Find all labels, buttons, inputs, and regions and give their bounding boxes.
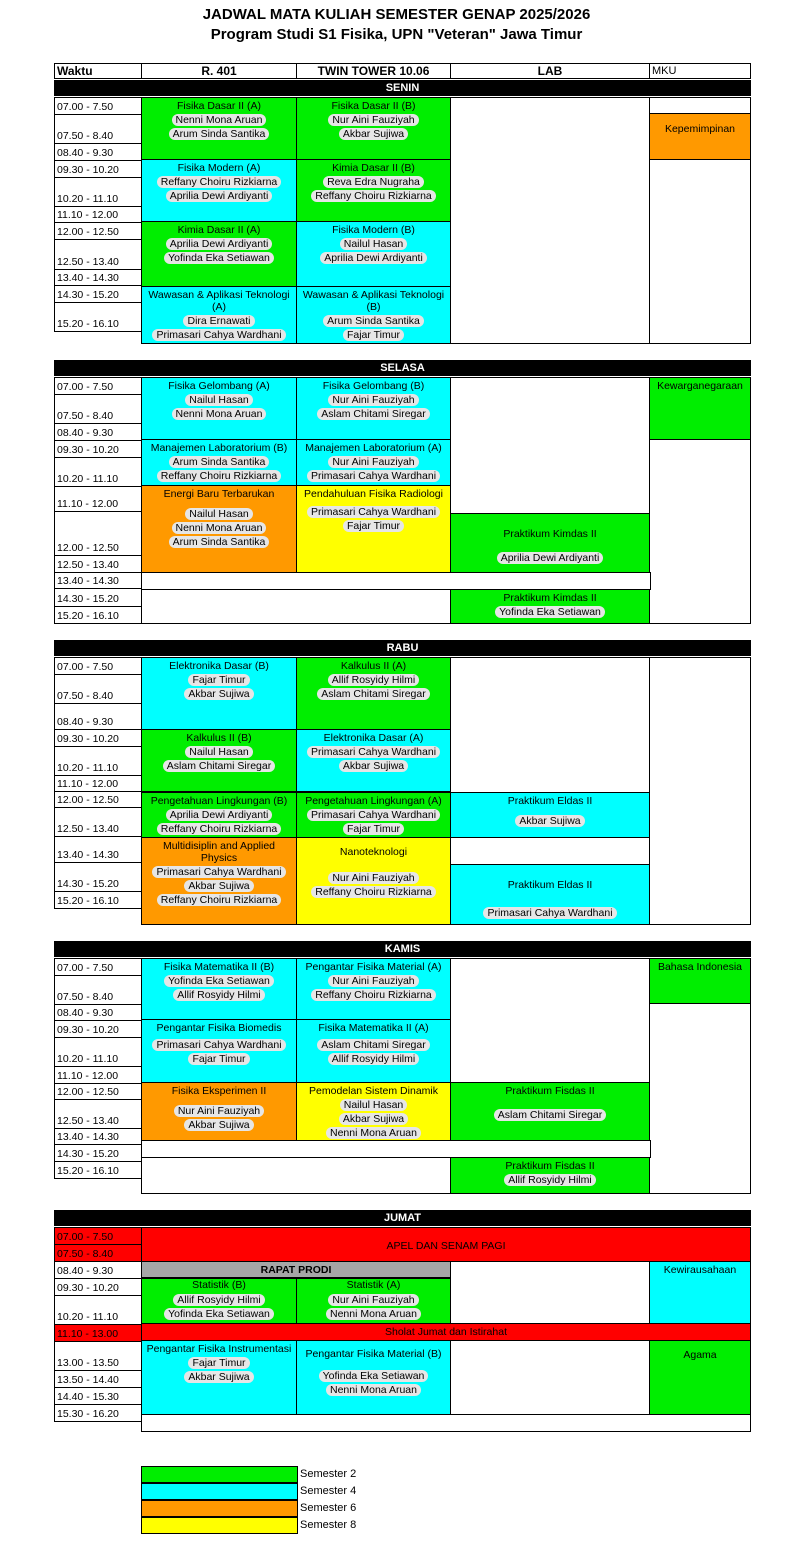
lecturer-name: Aprilia Dewi Ardiyanti xyxy=(320,252,427,264)
course-title: Pengetahuan Lingkungan (A) xyxy=(305,795,442,807)
course-title: Fisika Gelombang (A) xyxy=(168,380,270,392)
legend-swatch-semester-6 xyxy=(141,1500,298,1517)
page-subtitle: Program Studi S1 Fisika, UPN "Veteran" Jawa Timur xyxy=(210,26,583,43)
empty-row xyxy=(141,1414,751,1432)
time-slot: 07.50 - 8.40 xyxy=(54,1244,142,1262)
time-slot: 13.00 - 13.50 xyxy=(54,1341,142,1371)
time-slot: 15.20 - 16.10 xyxy=(54,1161,142,1179)
course-block xyxy=(141,837,297,925)
lecturer-name: Allif Rosyidy Hilmi xyxy=(328,1053,419,1065)
lecturer-name: Fajar Timur xyxy=(188,674,249,686)
time-slot: 10.20 - 11.10 xyxy=(54,746,142,776)
time-slot: 10.20 - 11.10 xyxy=(54,457,142,487)
lecturer-name: Fajar Timur xyxy=(343,329,404,341)
time-slot: 07.00 - 7.50 xyxy=(54,1227,142,1245)
course-title: Praktikum Eldas II xyxy=(507,879,593,891)
time-slot: 12.00 - 12.50 xyxy=(54,1083,142,1100)
time-slot: 08.40 - 9.30 xyxy=(54,1261,142,1279)
time-slot: 09.30 - 10.20 xyxy=(54,1020,142,1038)
course-block xyxy=(141,958,297,1020)
lecturer-name: Nur Aini Fauziyah xyxy=(328,872,418,884)
sholat-jumat xyxy=(141,1323,751,1341)
course-block xyxy=(649,1261,751,1324)
course-block xyxy=(296,657,451,730)
course-block xyxy=(296,159,451,222)
course-title: Kewarganegaraan xyxy=(657,380,743,392)
course-title: Energi Baru Terbarukan xyxy=(163,488,275,500)
course-title: Manajemen Laboratorium (A) xyxy=(305,442,442,454)
lecturer-name: Akbar Sujiwa xyxy=(339,128,408,140)
course-title: Elektronika Dasar (A) xyxy=(323,732,424,744)
lecturer-name: Arum Sinda Santika xyxy=(169,536,270,548)
lecturer-name: Allif Rosyidy Hilmi xyxy=(328,674,419,686)
empty-row xyxy=(141,572,651,590)
lecturer-name: Nenni Mona Aruan xyxy=(326,1308,421,1320)
lecturer-name: Fajar Timur xyxy=(343,823,404,835)
lecturer-name: Akbar Sujiwa xyxy=(184,1371,253,1383)
sholat-jumat-label: Sholat Jumat dan Istirahat xyxy=(385,1326,507,1338)
time-slot: 14.30 - 15.20 xyxy=(54,285,142,303)
lecturer-name: Akbar Sujiwa xyxy=(515,815,584,827)
time-slot: 07.50 - 8.40 xyxy=(54,394,142,424)
lecturer-name: Arum Sinda Santika xyxy=(169,456,270,468)
course-title: Fisika Gelombang (B) xyxy=(322,380,425,392)
day-header-senin: SENIN xyxy=(54,80,751,96)
course-block xyxy=(649,1340,751,1415)
lecturer-name: Aslam Chitami Siregar xyxy=(317,688,429,700)
lab-empty xyxy=(450,657,650,793)
lecturer-name: Nailul Hasan xyxy=(185,394,253,406)
time-slot: 08.40 - 9.30 xyxy=(54,143,142,161)
lecturer-name: Reffany Choiru Rizkiarna xyxy=(311,886,436,898)
lecturer-name: Aslam Chitami Siregar xyxy=(317,1039,429,1051)
time-slot: 14.40 - 15.30 xyxy=(54,1387,142,1405)
course-block xyxy=(649,377,751,440)
day-header-rabu: RABU xyxy=(54,640,751,656)
lecturer-name: Akbar Sujiwa xyxy=(184,880,253,892)
course-title: Manajemen Laboratorium (B) xyxy=(150,442,288,454)
mku-empty xyxy=(649,439,751,624)
course-title: Pengantar Fisika Material (A) xyxy=(305,961,442,973)
course-block xyxy=(450,1157,650,1194)
course-block xyxy=(141,286,297,344)
time-slot: 10.20 - 11.10 xyxy=(54,1037,142,1067)
time-slot: 12.50 - 13.40 xyxy=(54,807,142,837)
lecturer-name: Yofinda Eka Setiawan xyxy=(164,975,274,987)
course-title: Pengetahuan Lingkungan (B) xyxy=(150,795,288,807)
time-slot: 07.00 - 7.50 xyxy=(54,657,142,675)
course-block xyxy=(296,1340,451,1415)
time-slot: 15.20 - 16.10 xyxy=(54,891,142,909)
course-block xyxy=(141,221,297,287)
empty-row xyxy=(141,589,451,624)
time-slot: 15.30 - 16.20 xyxy=(54,1404,142,1422)
course-block xyxy=(450,1082,650,1141)
mku-empty xyxy=(649,1003,751,1194)
page-title: JADWAL MATA KULIAH SEMESTER GENAP 2025/2026 xyxy=(202,6,591,23)
time-slot: 07.50 - 8.40 xyxy=(54,975,142,1005)
course-block xyxy=(141,729,297,792)
lecturer-name: Primasari Cahya Wardhani xyxy=(152,329,285,341)
lecturer-name: Reffany Choiru Rizkiarna xyxy=(157,470,282,482)
course-block xyxy=(296,439,451,486)
course-block xyxy=(296,792,451,838)
course-title: Fisika Modern (A) xyxy=(177,162,261,174)
lecturer-name: Nur Aini Fauziyah xyxy=(328,114,418,126)
lecturer-name: Primasari Cahya Wardhani xyxy=(307,746,440,758)
lecturer-name: Aslam Chitami Siregar xyxy=(317,408,429,420)
time-slot: 08.40 - 9.30 xyxy=(54,1004,142,1021)
legend-label-semester-6: Semester 6 xyxy=(300,1502,357,1514)
course-title: Pengantar Fisika Instrumentasi xyxy=(146,1343,292,1355)
lecturer-name: Reffany Choiru Rizkiarna xyxy=(157,894,282,906)
time-slot: 14.30 - 15.20 xyxy=(54,862,142,892)
lecturer-name: Primasari Cahya Wardhani xyxy=(483,907,616,919)
course-title: Pendahuluan Fisika Radiologi xyxy=(304,488,443,500)
lab-empty xyxy=(450,1340,650,1415)
course-title: Nanoteknologi xyxy=(339,846,408,858)
course-title: Fisika Dasar II (A) xyxy=(176,100,261,112)
time-slot: 13.40 - 14.30 xyxy=(54,836,142,863)
time-slot: 13.40 - 14.30 xyxy=(54,572,142,589)
course-title: Wawasan & Aplikasi Teknologi (A) xyxy=(148,289,290,313)
time-slot: 15.20 - 16.10 xyxy=(54,302,142,332)
lecturer-name: Reva Edra Nugraha xyxy=(323,176,424,188)
lecturer-name: Allif Rosyidy Hilmi xyxy=(504,1174,595,1186)
legend-swatch-semester-8 xyxy=(141,1517,298,1534)
time-slot: 07.50 - 8.40 xyxy=(54,114,142,144)
mku-empty xyxy=(649,657,751,925)
course-block xyxy=(450,864,650,925)
lecturer-name: Allif Rosyidy Hilmi xyxy=(173,989,264,1001)
time-slot: 13.40 - 14.30 xyxy=(54,269,142,286)
legend-swatch-semester-4 xyxy=(141,1483,298,1500)
course-title: Fisika Modern (B) xyxy=(332,224,415,236)
course-title: Kimia Dasar II (A) xyxy=(177,224,261,236)
time-slot: 12.50 - 13.40 xyxy=(54,239,142,270)
lecturer-name: Aprilia Dewi Ardiyanti xyxy=(166,809,273,821)
time-slot: 12.00 - 12.50 xyxy=(54,222,142,240)
apel-senam-pagi xyxy=(141,1227,751,1262)
course-block xyxy=(649,958,751,1004)
lecturer-name: Nenni Mona Aruan xyxy=(172,114,267,126)
lecturer-name: Allif Rosyidy Hilmi xyxy=(173,1294,264,1306)
legend-swatch-semester-2 xyxy=(141,1466,298,1483)
legend-label-semester-2: Semester 2 xyxy=(300,1468,357,1480)
lecturer-name: Nur Aini Fauziyah xyxy=(174,1105,264,1117)
empty-row xyxy=(141,1157,451,1194)
lecturer-name: Reffany Choiru Rizkiarna xyxy=(311,190,436,202)
lecturer-name: Nailul Hasan xyxy=(185,508,253,520)
course-title: Kalkulus II (B) xyxy=(186,732,252,744)
time-slot: 14.30 - 15.20 xyxy=(54,1144,142,1162)
course-block xyxy=(141,1278,297,1324)
course-title: Statistik (A) xyxy=(346,1279,401,1291)
lecturer-name: Nailul Hasan xyxy=(340,238,408,250)
header-lab: LAB xyxy=(450,63,650,79)
course-block xyxy=(141,1340,297,1415)
course-title: Multidisiplin and Applied Physics xyxy=(162,840,276,864)
time-slot: 12.50 - 13.40 xyxy=(54,555,142,573)
course-block xyxy=(296,485,451,573)
header-waktu: Waktu xyxy=(54,63,142,79)
course-title: Praktikum Eldas II xyxy=(507,795,593,807)
legend-label-semester-4: Semester 4 xyxy=(300,1485,357,1497)
time-slot: 15.20 - 16.10 xyxy=(54,606,142,624)
lab-empty xyxy=(450,837,650,865)
apel-senam-pagi-label: APEL DAN SENAM PAGI xyxy=(386,1239,506,1252)
time-slot: 11.10 - 12.00 xyxy=(54,486,142,512)
time-slot: 09.30 - 10.20 xyxy=(54,1278,142,1296)
time-slot: 12.00 - 12.50 xyxy=(54,511,142,556)
lecturer-name: Nur Aini Fauziyah xyxy=(328,456,418,468)
lecturer-name: Arum Sinda Santika xyxy=(169,128,270,140)
lecturer-name: Yofinda Eka Setiawan xyxy=(164,1308,274,1320)
course-block xyxy=(296,1019,451,1083)
lecturer-name: Nenni Mona Aruan xyxy=(326,1384,421,1396)
course-title: Pengantar Fisika Biomedis xyxy=(156,1022,282,1034)
time-slot: 11.10 - 12.00 xyxy=(54,206,142,223)
lecturer-name: Nur Aini Fauziyah xyxy=(328,394,418,406)
time-slot: 08.40 - 9.30 xyxy=(54,423,142,441)
course-title: Praktikum Kimdas II xyxy=(503,528,597,540)
time-slot: 14.30 - 15.20 xyxy=(54,588,142,607)
lecturer-name: Akbar Sujiwa xyxy=(184,688,253,700)
day-header-kamis: KAMIS xyxy=(54,941,751,957)
day-header-jumat: JUMAT xyxy=(54,1210,751,1226)
time-slot: 10.20 - 11.10 xyxy=(54,177,142,207)
course-block xyxy=(296,221,451,287)
lecturer-name: Reffany Choiru Rizkiarna xyxy=(157,176,282,188)
lab-empty xyxy=(450,377,650,514)
time-slot: 09.30 - 10.20 xyxy=(54,440,142,458)
time-slot: 07.00 - 7.50 xyxy=(54,97,142,115)
lecturer-name: Yofinda Eka Setiawan xyxy=(319,1370,429,1382)
lab-empty xyxy=(450,1261,650,1324)
time-slot: 13.40 - 14.30 xyxy=(54,1128,142,1145)
course-title: Fisika Matematika II (B) xyxy=(163,961,275,973)
lecturer-name: Aslam Chitami Siregar xyxy=(494,1109,606,1121)
course-title: Pengantar Fisika Material (B) xyxy=(305,1348,442,1360)
lecturer-name: Primasari Cahya Wardhani xyxy=(152,866,285,878)
lecturer-name: Nailul Hasan xyxy=(185,746,253,758)
course-title: Statistik (B) xyxy=(192,1279,246,1291)
course-block xyxy=(141,439,297,486)
course-block xyxy=(296,958,451,1020)
course-title: Elektronika Dasar (B) xyxy=(169,660,269,672)
time-slot: 07.00 - 7.50 xyxy=(54,958,142,976)
course-title: Fisika Dasar II (B) xyxy=(331,100,416,112)
time-slot: 13.50 - 14.40 xyxy=(54,1370,142,1388)
course-block xyxy=(296,377,451,440)
time-slot: 12.50 - 13.40 xyxy=(54,1099,142,1129)
empty-row xyxy=(141,1140,651,1158)
course-title: Fisika Matematika II (A) xyxy=(318,1022,429,1034)
course-block-label: Agama xyxy=(683,1349,717,1361)
lecturer-name: Primasari Cahya Wardhani xyxy=(307,809,440,821)
lab-empty xyxy=(450,97,650,344)
lecturer-name: Reffany Choiru Rizkiarna xyxy=(157,823,282,835)
course-block xyxy=(141,1019,297,1083)
course-block xyxy=(450,589,650,624)
lecturer-name: Reffany Choiru Rizkiarna xyxy=(311,989,436,1001)
course-block xyxy=(141,657,297,730)
lecturer-name: Nenni Mona Aruan xyxy=(326,1127,421,1139)
time-slot: 09.30 - 10.20 xyxy=(54,160,142,178)
rapat-prodi-label: RAPAT PRODI xyxy=(260,1263,332,1276)
lecturer-name: Yofinda Eka Setiawan xyxy=(164,252,274,264)
course-title: Praktikum Kimdas II xyxy=(503,592,597,604)
legend-label-semester-8: Semester 8 xyxy=(300,1519,357,1531)
course-block xyxy=(296,286,451,344)
course-block xyxy=(141,159,297,222)
course-block xyxy=(141,377,297,440)
course-block xyxy=(141,97,297,160)
course-title: Praktikum Fisdas II xyxy=(505,1160,595,1172)
lab-empty xyxy=(450,958,650,1083)
day-header-selasa: SELASA xyxy=(54,360,751,376)
time-slot: 12.00 - 12.50 xyxy=(54,791,142,808)
course-block xyxy=(141,1082,297,1141)
course-title: Praktikum Fisdas II xyxy=(505,1085,595,1097)
lecturer-name: Nailul Hasan xyxy=(340,1099,408,1111)
header-twin-tower: TWIN TOWER 10.06 xyxy=(296,63,451,79)
course-block xyxy=(649,113,751,160)
course-block xyxy=(450,792,650,838)
course-block-label: Kewirausahaan xyxy=(663,1264,737,1276)
time-slot: 07.00 - 7.50 xyxy=(54,377,142,395)
time-slot: 07.50 - 8.40 xyxy=(54,674,142,704)
lecturer-name: Aprilia Dewi Ardiyanti xyxy=(166,238,273,250)
lecturer-name: Nur Aini Fauziyah xyxy=(328,1294,418,1306)
lecturer-name: Akbar Sujiwa xyxy=(184,1119,253,1131)
course-title: Pemodelan Sistem Dinamik xyxy=(309,1085,438,1097)
course-title: Bahasa Indonesia xyxy=(657,961,743,973)
course-block xyxy=(296,729,451,792)
time-slot: 09.30 - 10.20 xyxy=(54,729,142,747)
course-block xyxy=(296,1278,451,1324)
course-title: Kimia Dasar II (B) xyxy=(332,162,415,174)
lecturer-name: Arum Sinda Santika xyxy=(323,315,424,327)
header-r401: R. 401 xyxy=(141,63,297,79)
lecturer-name: Akbar Sujiwa xyxy=(339,1113,408,1125)
rapat-prodi xyxy=(141,1261,451,1278)
mku-empty xyxy=(649,97,751,114)
lecturer-name: Aprilia Dewi Ardiyanti xyxy=(497,552,604,564)
lecturer-name: Primasari Cahya Wardhani xyxy=(307,470,440,482)
lecturer-name: Yofinda Eka Setiawan xyxy=(495,606,605,618)
lecturer-name: Primasari Cahya Wardhani xyxy=(307,506,440,518)
mku-empty xyxy=(649,159,751,344)
course-block xyxy=(141,792,297,838)
time-slot: 11.10 - 12.00 xyxy=(54,1066,142,1084)
course-block xyxy=(450,513,650,573)
header-mku: MKU xyxy=(649,63,751,79)
time-slot: 08.40 - 9.30 xyxy=(54,703,142,730)
lecturer-name: Nenni Mona Aruan xyxy=(172,522,267,534)
time-slot: 10.20 - 11.10 xyxy=(54,1295,142,1325)
course-block xyxy=(141,485,297,573)
lecturer-name: Nur Aini Fauziyah xyxy=(328,975,418,987)
lecturer-name: Primasari Cahya Wardhani xyxy=(152,1039,285,1051)
lecturer-name: Dira Ernawati xyxy=(183,315,254,327)
course-title: Wawasan & Aplikasi Teknologi (B) xyxy=(302,289,445,313)
lecturer-name: Aslam Chitami Siregar xyxy=(163,760,275,772)
course-block xyxy=(296,97,451,160)
course-block xyxy=(296,1082,451,1141)
course-title: Kepemimpinan xyxy=(664,123,736,135)
lecturer-name: Nenni Mona Aruan xyxy=(172,408,267,420)
time-slot: 11.10 - 12.00 xyxy=(54,775,142,792)
lecturer-name: Fajar Timur xyxy=(188,1357,249,1369)
lecturer-name: Fajar Timur xyxy=(343,520,404,532)
time-slot: 11.10 - 13.00 xyxy=(54,1324,142,1342)
course-title: Kalkulus II (A) xyxy=(340,660,407,672)
lecturer-name: Aprilia Dewi Ardiyanti xyxy=(166,190,273,202)
lecturer-name: Akbar Sujiwa xyxy=(339,760,408,772)
course-title: Fisika Eksperimen II xyxy=(171,1085,267,1097)
course-block xyxy=(296,837,451,925)
lecturer-name: Fajar Timur xyxy=(188,1053,249,1065)
